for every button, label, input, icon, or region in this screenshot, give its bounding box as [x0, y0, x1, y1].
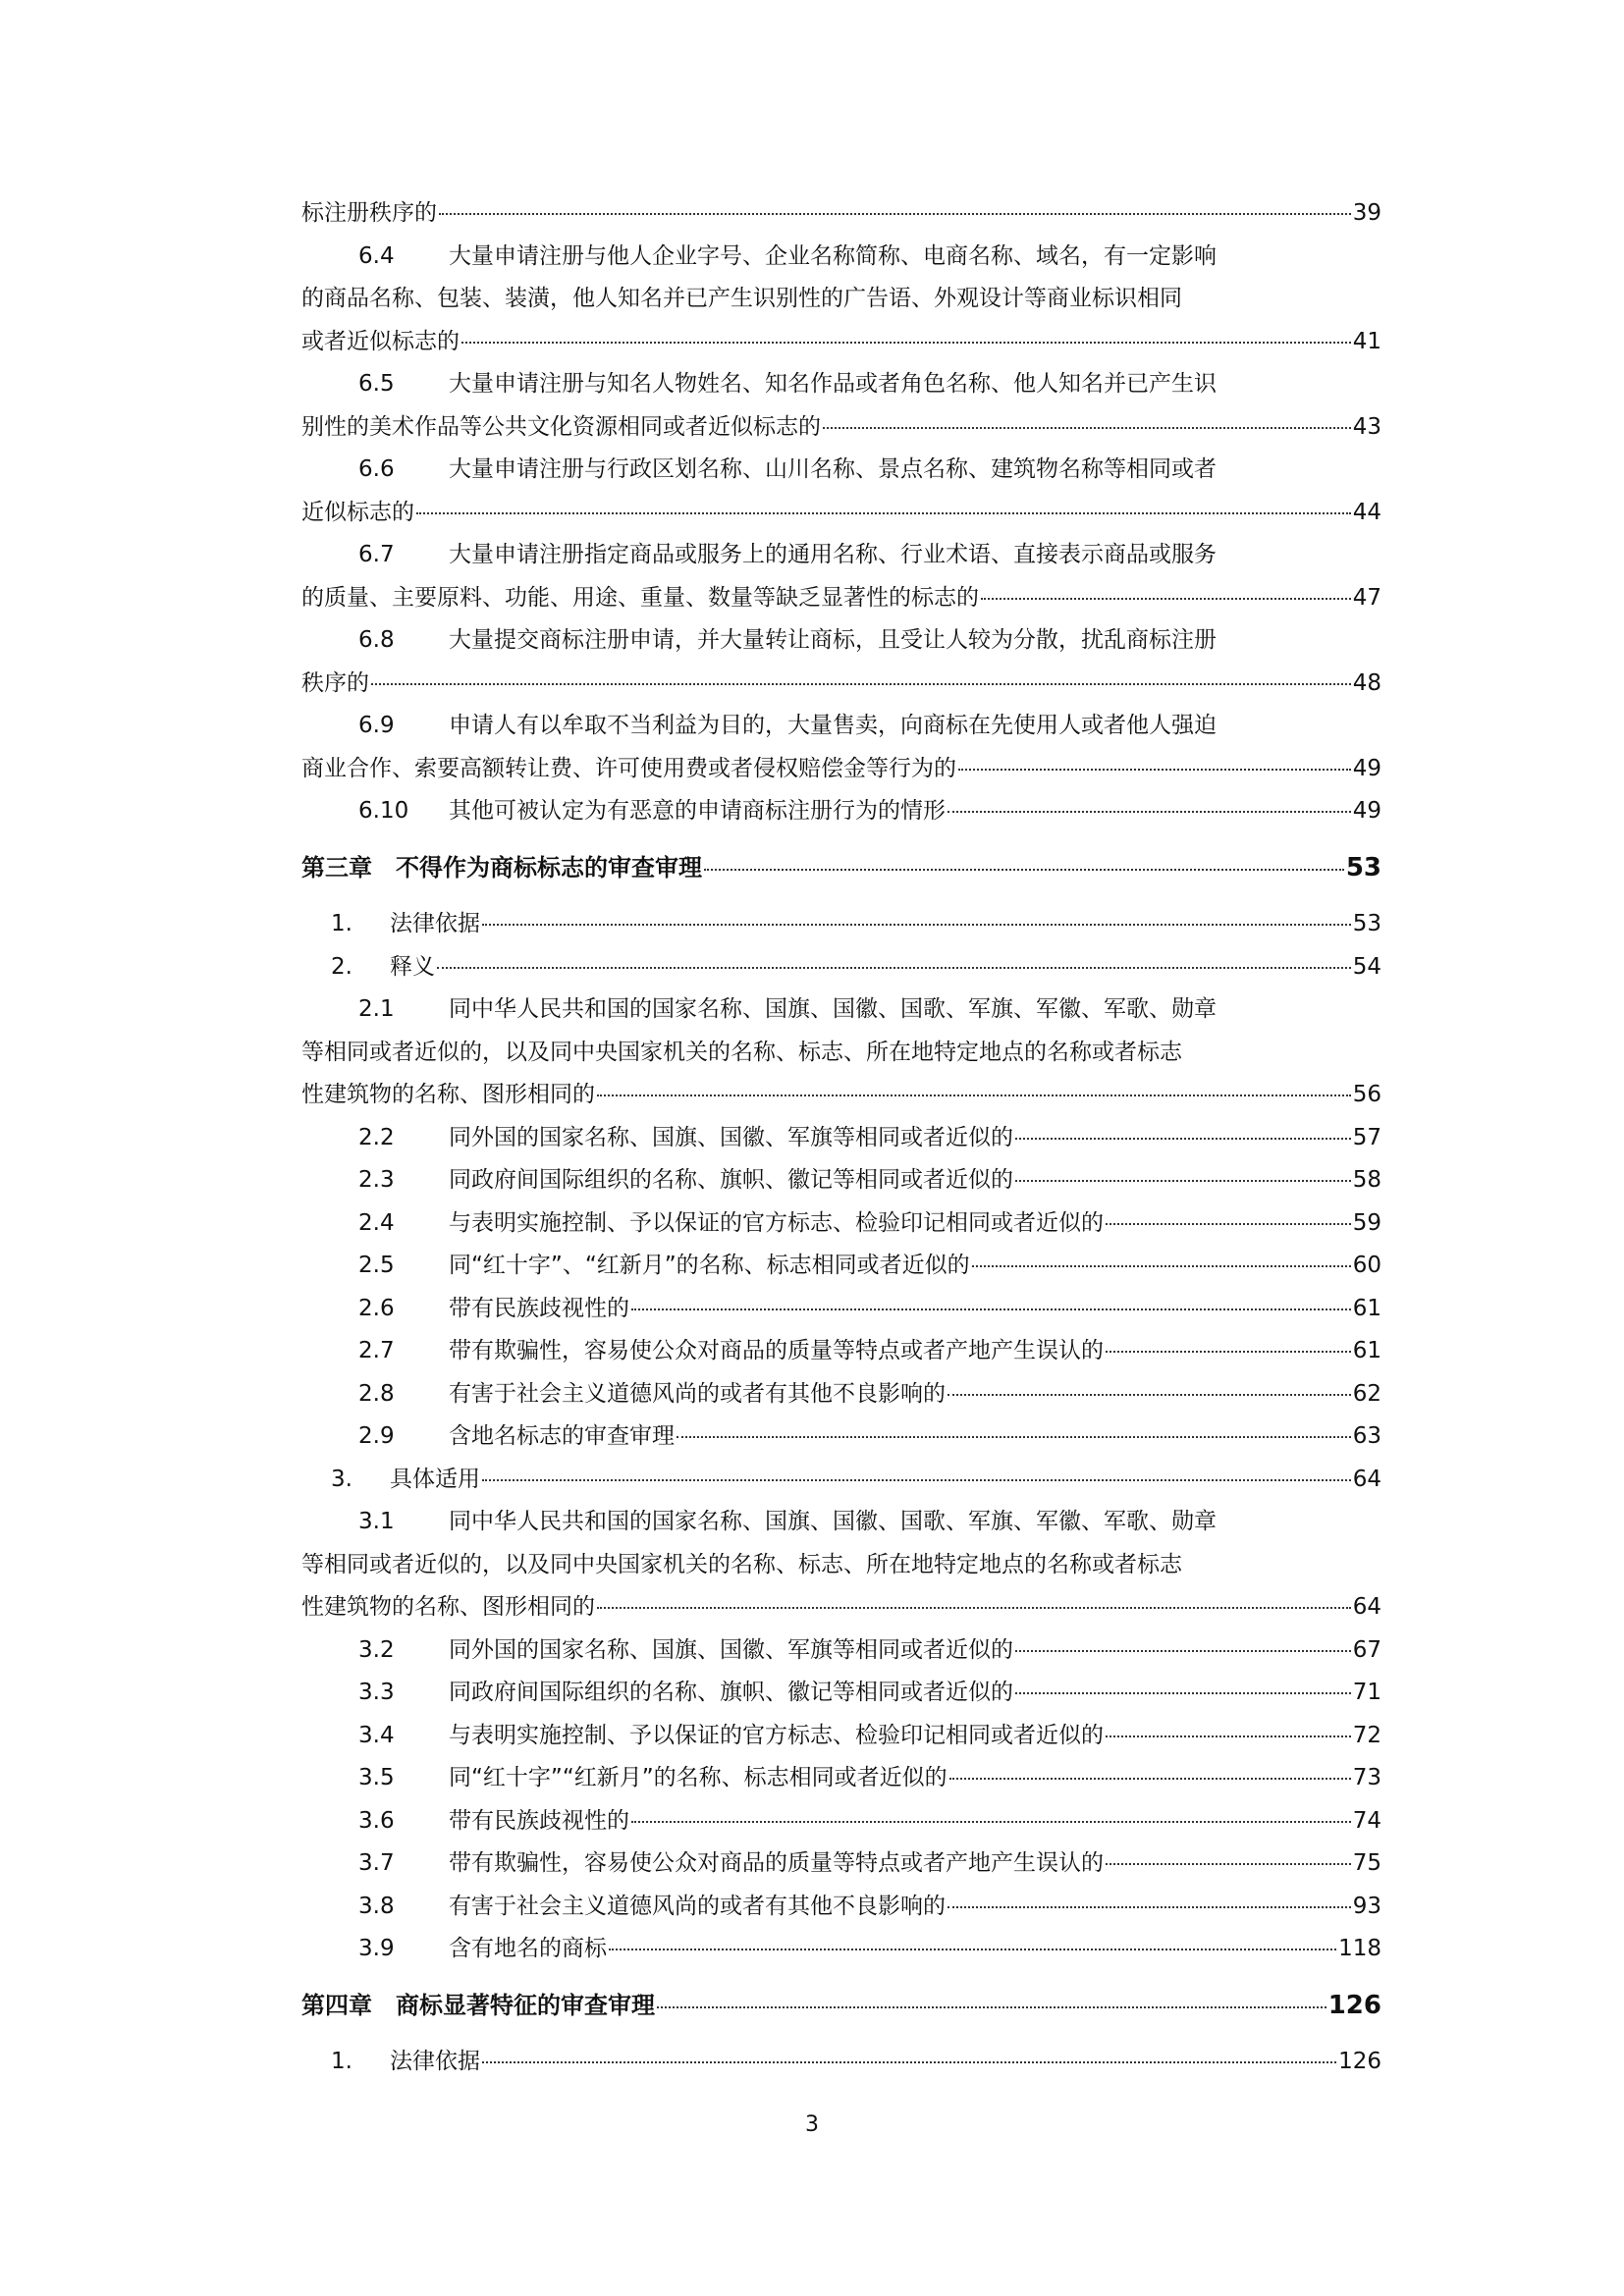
toc-entry[interactable]: [301, 1842, 1381, 1886]
toc-chapter-entry[interactable]: [301, 847, 1381, 890]
toc-entry-number: 2.6: [358, 1295, 395, 1321]
toc-entry[interactable]: [301, 619, 1381, 663]
toc-entry-title: 第三章 不得作为商标标志的审查审理: [301, 853, 702, 881]
toc-entry-number: 2.3: [358, 1167, 395, 1193]
toc-entry[interactable]: [301, 321, 1381, 364]
toc-entry-number: 6.5: [358, 371, 395, 397]
toc-entry-title: 带有民族歧视性的: [449, 1295, 629, 1321]
toc-entry-page-number: 64: [1352, 1466, 1381, 1492]
toc-entry-title: 有害于社会主义道德风尚的或者有其他不良影响的: [449, 1893, 946, 1919]
dot-leader: [981, 598, 1351, 600]
toc-entry-title: 同“红十字”“红新月”的名称、标志相同或者近似的: [449, 1765, 947, 1790]
toc-entry[interactable]: [301, 988, 1381, 1032]
dot-leader: [1015, 1650, 1351, 1652]
toc-entry-title: 同“红十字”、“红新月”的名称、标志相同或者近似的: [449, 1253, 970, 1278]
toc-entry-title: 带有欺骗性，容易使公众对商品的质量等特点或者产地产生误认的: [449, 1850, 1104, 1876]
dot-leader: [1106, 1735, 1351, 1737]
toc-entry-page-number: 39: [1352, 200, 1381, 226]
toc-entry-title: 同外国的国家名称、国旗、国徽、军旗等相同或者近似的: [449, 1124, 1013, 1150]
toc-entry-page-number: 61: [1352, 1295, 1381, 1321]
toc-entry-title: 等相同或者近似的，以及同中央国家机关的名称、标志、所在地特定地点的名称或者标志: [301, 1551, 1182, 1577]
table-of-contents: [301, 192, 1381, 2084]
toc-entry[interactable]: [301, 1629, 1381, 1673]
dot-leader: [704, 869, 1344, 871]
toc-entry[interactable]: [301, 705, 1381, 748]
toc-entry-page-number: 53: [1345, 852, 1381, 882]
toc-entry-title: 带有民族歧视性的: [449, 1807, 629, 1834]
dot-leader: [631, 1308, 1351, 1310]
toc-entry[interactable]: [301, 1415, 1381, 1459]
dot-leader: [657, 2006, 1326, 2008]
toc-entry-number: 2.1: [358, 996, 395, 1022]
toc-entry-title: 性建筑物的名称、图形相同的: [301, 1594, 595, 1620]
toc-entry[interactable]: [301, 534, 1381, 577]
toc-entry-page-number: 118: [1338, 1936, 1381, 1961]
toc-entry-title: 带有欺骗性，容易使公众对商品的质量等特点或者产地产生误认的: [449, 1338, 1104, 1363]
toc-entry-title: 具体适用: [390, 1466, 480, 1492]
toc-entry[interactable]: [301, 903, 1381, 946]
dot-leader: [482, 2061, 1336, 2063]
toc-entry-title: 其他可被认定为有恶意的申请商标注册行为的情形: [449, 798, 946, 824]
toc-entry-title: 大量申请注册指定商品或服务上的通用名称、行业术语、直接表示商品或服务: [449, 542, 1217, 567]
dot-leader: [1015, 1180, 1351, 1182]
toc-entry[interactable]: [301, 1800, 1381, 1843]
toc-entry-page-number: 60: [1352, 1253, 1381, 1278]
toc-entry-page-number: 62: [1352, 1380, 1381, 1407]
toc-entry-page-number: 43: [1352, 413, 1381, 440]
toc-entry-page-number: 93: [1352, 1893, 1381, 1919]
toc-entry-page-number: 49: [1352, 755, 1381, 781]
dot-leader: [823, 427, 1351, 429]
toc-entry[interactable]: [301, 492, 1381, 535]
toc-entry-number: 3.7: [358, 1850, 395, 1876]
dot-leader: [482, 1479, 1351, 1481]
toc-entry-title: 大量申请注册与行政区划名称、山川名称、景点名称、建筑物名称等相同或者: [449, 456, 1217, 482]
toc-entry-page-number: 57: [1352, 1124, 1381, 1150]
page-number: 3: [805, 2112, 819, 2137]
toc-entry-number: 3.6: [358, 1807, 395, 1834]
toc-entry-page-number: 47: [1352, 584, 1381, 611]
dot-leader: [949, 1778, 1351, 1780]
toc-entry[interactable]: [301, 1117, 1381, 1160]
dot-leader: [1015, 1138, 1351, 1140]
toc-entry-number: 2.5: [358, 1253, 395, 1278]
toc-entry[interactable]: [301, 1330, 1381, 1373]
dot-leader: [1106, 1223, 1351, 1225]
toc-entry[interactable]: [301, 1032, 1381, 1075]
toc-entry-number: 6.7: [358, 542, 395, 567]
toc-entry-number: 3.4: [358, 1722, 395, 1748]
toc-entry-number: 3.: [331, 1466, 352, 1492]
toc-entry[interactable]: [301, 1288, 1381, 1331]
toc-entry-page-number: 61: [1352, 1338, 1381, 1363]
toc-entry-title: 的商品名称、包装、装潢，他人知名并已产生识别性的广告语、外观设计等商业标识相同: [301, 286, 1182, 311]
toc-entry-page-number: 67: [1352, 1636, 1381, 1663]
toc-entry[interactable]: [301, 1672, 1381, 1715]
toc-entry-page-number: 56: [1352, 1082, 1381, 1107]
toc-entry[interactable]: [301, 1757, 1381, 1800]
toc-entry-number: 3.8: [358, 1893, 395, 1919]
toc-entry-title: 秩序的: [301, 669, 369, 696]
toc-entry[interactable]: [301, 577, 1381, 620]
toc-entry-title: 大量申请注册与他人企业字号、企业名称简称、电商名称、域名，有一定影响: [449, 242, 1217, 269]
toc-entry-number: 6.10: [358, 798, 409, 824]
toc-entry-number: 2.7: [358, 1338, 395, 1363]
toc-entry-page-number: 49: [1352, 798, 1381, 824]
dot-leader: [437, 967, 1351, 969]
toc-entry-title: 或者近似标志的: [301, 328, 460, 354]
dot-leader: [371, 683, 1351, 685]
toc-entry-title: 同中华人民共和国的国家名称、国旗、国徽、国歌、军旗、军徽、军歌、勋章: [449, 996, 1217, 1022]
toc-entry-title: 与表明实施控制、予以保证的官方标志、检验印记相同或者近似的: [449, 1722, 1104, 1748]
toc-entry[interactable]: [301, 1459, 1381, 1502]
toc-entry[interactable]: [301, 748, 1381, 791]
toc-entry-title: 大量提交商标注册申请，并大量转让商标，且受让人较为分散，扰乱商标注册: [449, 627, 1217, 653]
toc-entry-number: 2.4: [358, 1209, 395, 1236]
toc-entry-number: 3.5: [358, 1765, 395, 1790]
toc-entry-page-number: 41: [1352, 328, 1381, 354]
toc-chapter-entry[interactable]: [301, 1985, 1381, 2028]
toc-entry-title: 含地名标志的审查审理: [449, 1423, 675, 1449]
toc-entry-number: 6.4: [358, 242, 395, 269]
toc-entry[interactable]: [301, 2041, 1381, 2084]
toc-entry[interactable]: [301, 1373, 1381, 1416]
toc-entry[interactable]: [301, 236, 1381, 279]
toc-entry[interactable]: [301, 663, 1381, 706]
toc-entry-title: 等相同或者近似的，以及同中央国家机关的名称、标志、所在地特定地点的名称或者标志: [301, 1039, 1182, 1065]
dot-leader: [947, 1906, 1351, 1908]
toc-entry-title: 法律依据: [390, 911, 480, 936]
toc-entry-number: 2.: [331, 953, 352, 980]
toc-entry[interactable]: [301, 406, 1381, 450]
dot-leader: [1106, 1863, 1351, 1865]
dot-leader: [461, 342, 1351, 344]
toc-entry-title: 大量申请注册与知名人物姓名、知名作品或者角色名称、他人知名并已产生识: [449, 371, 1217, 397]
toc-entry-number: 3.3: [358, 1680, 395, 1705]
toc-entry-title: 含有地名的商标: [449, 1936, 607, 1961]
toc-entry-page-number: 71: [1352, 1680, 1381, 1705]
toc-entry[interactable]: [301, 278, 1381, 321]
toc-entry-page-number: 72: [1352, 1722, 1381, 1748]
dot-leader: [958, 769, 1351, 771]
toc-entry-page-number: 73: [1352, 1765, 1381, 1790]
toc-entry-number: 3.9: [358, 1936, 395, 1961]
dot-leader: [609, 1949, 1336, 1950]
toc-entry-title: 申请人有以牟取不当利益为目的，大量售卖，向商标在先使用人或者他人强迫: [449, 713, 1217, 738]
dot-leader: [947, 1394, 1351, 1396]
toc-entry[interactable]: [301, 1501, 1381, 1544]
toc-entry-title: 第四章 商标显著特征的审查审理: [301, 1991, 655, 2019]
toc-entry[interactable]: [301, 1245, 1381, 1288]
toc-entry[interactable]: [301, 1544, 1381, 1587]
dot-leader: [439, 213, 1351, 215]
toc-entry-title: 性建筑物的名称、图形相同的: [301, 1082, 595, 1107]
toc-entry-title: 有害于社会主义道德风尚的或者有其他不良影响的: [449, 1380, 946, 1407]
toc-entry-page-number: 126: [1327, 1990, 1381, 2020]
toc-entry-title: 法律依据: [390, 2049, 480, 2074]
toc-entry[interactable]: [301, 790, 1381, 833]
toc-entry-page-number: 63: [1352, 1423, 1381, 1449]
dot-leader: [677, 1436, 1351, 1438]
dot-leader: [416, 512, 1351, 514]
dot-leader: [947, 811, 1351, 813]
toc-entry[interactable]: [301, 192, 1381, 236]
toc-entry-number: 1.: [331, 911, 352, 936]
toc-entry[interactable]: [301, 1074, 1381, 1117]
toc-entry-title: 商业合作、索要高额转让费、许可使用费或者侵权赔偿金等行为的: [301, 755, 956, 781]
toc-entry-number: 6.9: [358, 713, 395, 738]
dot-leader: [972, 1265, 1351, 1267]
dot-leader: [597, 1095, 1351, 1096]
toc-entry-page-number: 64: [1352, 1594, 1381, 1620]
dot-leader: [631, 1821, 1351, 1823]
toc-entry-page-number: 58: [1352, 1167, 1381, 1193]
toc-entry-page-number: 59: [1352, 1209, 1381, 1236]
dot-leader: [482, 924, 1351, 926]
toc-entry-title: 同政府间国际组织的名称、旗帜、徽记等相同或者近似的: [449, 1167, 1013, 1193]
toc-entry-page-number: 75: [1352, 1850, 1381, 1876]
dot-leader: [1015, 1692, 1351, 1694]
toc-entry-number: 1.: [331, 2049, 352, 2074]
toc-entry-title: 的质量、主要原料、功能、用途、重量、数量等缺乏显著性的标志的: [301, 584, 979, 611]
toc-entry-title: 与表明实施控制、予以保证的官方标志、检验印记相同或者近似的: [449, 1209, 1104, 1236]
toc-entry-title: 标注册秩序的: [301, 200, 437, 226]
toc-entry-page-number: 54: [1352, 953, 1381, 980]
dot-leader: [597, 1607, 1351, 1609]
toc-entry-title: 别性的美术作品等公共文化资源相同或者近似标志的: [301, 413, 821, 440]
toc-entry-number: 2.2: [358, 1124, 395, 1150]
toc-entry-number: 6.8: [358, 627, 395, 653]
toc-entry-title: 释义: [390, 953, 435, 980]
toc-entry-number: 2.8: [358, 1380, 395, 1407]
toc-entry-number: 3.2: [358, 1636, 395, 1663]
toc-entry[interactable]: [301, 946, 1381, 989]
toc-entry-page-number: 53: [1352, 911, 1381, 936]
dot-leader: [1106, 1351, 1351, 1353]
toc-entry[interactable]: [301, 1715, 1381, 1758]
toc-entry-page-number: 74: [1352, 1807, 1381, 1834]
toc-entry-number: 3.1: [358, 1509, 395, 1534]
toc-entry-title: 近似标志的: [301, 499, 414, 525]
toc-entry-page-number: 48: [1352, 669, 1381, 696]
toc-entry-title: 同政府间国际组织的名称、旗帜、徽记等相同或者近似的: [449, 1680, 1013, 1705]
toc-entry[interactable]: [301, 1928, 1381, 1971]
toc-entry[interactable]: [301, 1886, 1381, 1929]
toc-entry-page-number: 44: [1352, 499, 1381, 525]
toc-entry-number: 6.6: [358, 456, 395, 482]
toc-entry-page-number: 126: [1338, 2049, 1381, 2074]
toc-entry[interactable]: [301, 363, 1381, 406]
toc-entry-title: 同中华人民共和国的国家名称、国旗、国徽、国歌、军旗、军徽、军歌、勋章: [449, 1509, 1217, 1534]
toc-entry[interactable]: [301, 1202, 1381, 1246]
toc-entry-title: 同外国的国家名称、国旗、国徽、军旗等相同或者近似的: [449, 1636, 1013, 1663]
toc-entry[interactable]: [301, 1586, 1381, 1629]
toc-entry[interactable]: [301, 1159, 1381, 1202]
toc-entry-number: 2.9: [358, 1423, 395, 1449]
toc-entry[interactable]: [301, 449, 1381, 492]
